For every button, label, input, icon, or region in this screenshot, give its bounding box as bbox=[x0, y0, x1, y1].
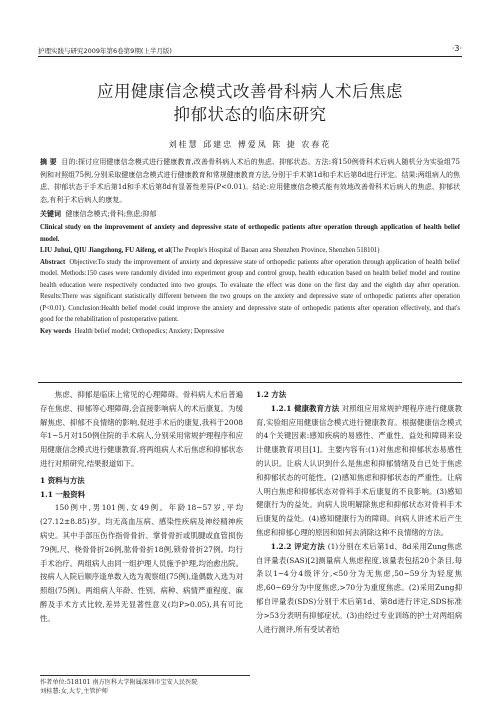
page-number: ·3· bbox=[451, 44, 462, 53]
footnote-affiliation: 作者单位:518101 南方医科大学附属深圳市宝安人民医院 bbox=[40, 679, 198, 686]
english-keywords-text: Health belief model; Orthopedics; Anxiety; Depressive bbox=[74, 327, 225, 335]
intro-paragraph: 焦虑、抑郁是临床上常见的心理障碍。骨科病人术后普遍存在焦虑、抑郁等心理障碍,会直接影响病人的术后康复。为缓解焦虑、抑郁不良情绪的影响,促进手术后的康复,我科于2008年1~5月对150例住院的手术病人,分别采用常规护理程序和应用健康信念模式进行健康教育,将两组病人术后焦虑和抑郁状态进行对照研究,结果报道如下。 bbox=[40, 390, 243, 468]
authors-cn: 刘桂慧 邱建忠 傅爱凤 陈 捷 农春花 bbox=[168, 140, 332, 149]
title-line-2: 抑郁状态的临床研究 bbox=[173, 105, 327, 124]
section-1-1-heading: 1.1 一般资料 bbox=[40, 489, 85, 499]
section-1-2-2-text: (1)分别在术后第1d、8d采用Zung焦虑自评量表(SAS)[2]测量病人焦虑程度,该量表包括20个条目,每条以1~4分4级评分,<50分为无焦虑,50~59分为轻度焦虑,60~69分为中度焦虑,>70分为重度焦虑。(2)采用Zung抑郁自评量表(SDS)分别于术后第1d、第8d进行评定,SDS标准分>53分表明有抑郁症状。(3)由经过专业训练的护士对两组病人进行测评,所有受试者给 bbox=[256, 541, 462, 634]
section-1-2-2-heading: 1.2.2 评定方法 bbox=[270, 541, 326, 551]
english-abstract-body bbox=[40, 257, 460, 326]
abstract-cn bbox=[40, 156, 460, 206]
english-abstract-label: Abstract bbox=[40, 258, 66, 266]
keywords-cn bbox=[40, 208, 460, 221]
left-column bbox=[40, 388, 243, 626]
title-line-1: 应用健康信念模式改善骨科病人术后焦虑 bbox=[97, 82, 403, 101]
header-rule bbox=[38, 56, 462, 57]
english-abstract-text: Objective:To study the improvement of anxiety and depressive state of orthopedic patients after operation through application of health belief model. Methods:150 cases were randomly divided into experiment group and control group, health education based on health belief model and routine health education were respectively conducted into two groups. To evaluate the effect was done on the first day and the eighth day after operation. Results:There was significant statistically different between the two groups on the anxiety and depressive state of orthopedic patients after operation (P<0.01). Conclusion:Health belief model could improve the anxiety and depressive state of orthopedic patients after operation effectively, and that's good for the rehabilitation of postoperative patient. bbox=[40, 258, 461, 323]
abstract-cn-label: 摘 要 bbox=[40, 157, 57, 166]
article-title bbox=[40, 80, 460, 126]
english-title: Clinical study on the improvement of anxiety and depressive state of orthopedic patients after operation through application of health belief model. bbox=[40, 224, 460, 243]
running-header bbox=[38, 46, 462, 55]
section-1-2-1-heading: 1.2.1 健康教育方法 bbox=[270, 403, 340, 413]
english-keywords bbox=[40, 326, 460, 338]
section-1-heading: 1 资料与方法 bbox=[40, 475, 85, 485]
english-author-names: LIU Juhui, QIU Jiangzhong, FU Aifeng, et al bbox=[40, 247, 171, 254]
footnote bbox=[40, 675, 250, 696]
journal-info: 护理实践与研究2009年第6卷第9期(上半月版) bbox=[38, 47, 172, 55]
keywords-cn-text: 健康信念模式;骨科;焦虑;抑郁 bbox=[65, 210, 157, 218]
english-keywords-label: Key words bbox=[40, 327, 72, 335]
keywords-cn-label: 关键词 bbox=[40, 209, 61, 218]
section-1-2-heading: 1.2 方法 bbox=[256, 390, 287, 399]
english-authors bbox=[40, 245, 460, 257]
footnote-author: 刘桂慧:女,大专,主管护师 bbox=[40, 688, 108, 695]
section-1-2-2-paragraph bbox=[256, 540, 462, 637]
english-abstract bbox=[40, 222, 460, 337]
abstract-cn-text: 目的:探讨应用健康信念模式进行健康教育,改善骨科病人术后的焦虑、抑郁状态。方法:将150例骨科术后病人随机分为实验组75例和对照组75例,分别采取健康信念模式进行健康教育和常规健康教育方法,分别于手术第1d和手术后第8d进行评定。结果:两组病人的焦虑、抑郁状态于手术后第1d和手术后第8d有显著性差异(P<0.01)。结论:应用健康信念模式能有效地改善骨科术后病人的焦虑、抑郁状态,有利于术后病人的康复。 bbox=[40, 158, 461, 204]
section-1-2-1-paragraph bbox=[256, 402, 462, 540]
section-1-2-1-text: 对照组应用常规护理程序进行健康教育,实验组应用健康信念模式进行健康教育。根据健康信念模式的4个关键因素:感知疾病的易感性、严重性、益处和障碍来设计健康教育项目[1]。主要内容有:(1)对焦虑和抑郁状态易感性的认识。让病人认识到什么是焦虑和抑郁情绪及自已处于焦虑和抑郁状态的可能性。(2)感知焦虑和抑郁状态的严重性。让病人明白焦虑和抑郁状态对骨科手术后康复的不良影响。(3)感知健康行为的益处。向病人说明解除焦虑和抑郁状态对骨科手术后康复的益处。(4)感知健康行为的障碍。向病人讲述术后产生焦虑和抑郁心理的原因和如何去消除这种不良情绪的方法。 bbox=[256, 403, 462, 537]
english-affiliation: (The People's Hospital of Baoan area Shenzhen Province, Shenzhen 518101) bbox=[170, 247, 380, 254]
right-column bbox=[256, 388, 462, 636]
body-divider bbox=[38, 382, 462, 383]
section-1-1-paragraph: 150例中,男101例,女49例。年龄18~57岁,平均(27.12±8.85)岁。均无高血压病、感染性疾病及神经精神疾病史。其中手部压伤作指骨骨折、掌骨骨折或肌腱或血管损伤79例,尺、桡骨骨折26例,肱骨骨折18例,锁骨骨折27例。均行手术治疗。两组病人由同一组护理人员施予护理,均治愈出院。按病人入院后顺序逢单数入选为观察组(75例),逢偶数入选为对照组(75例)。两组病人年龄、性别、病种、病情严重程度、麻醉及手术方式比较,差异无显著性意义(均P>0.05),具有可比性。 bbox=[40, 503, 243, 623]
